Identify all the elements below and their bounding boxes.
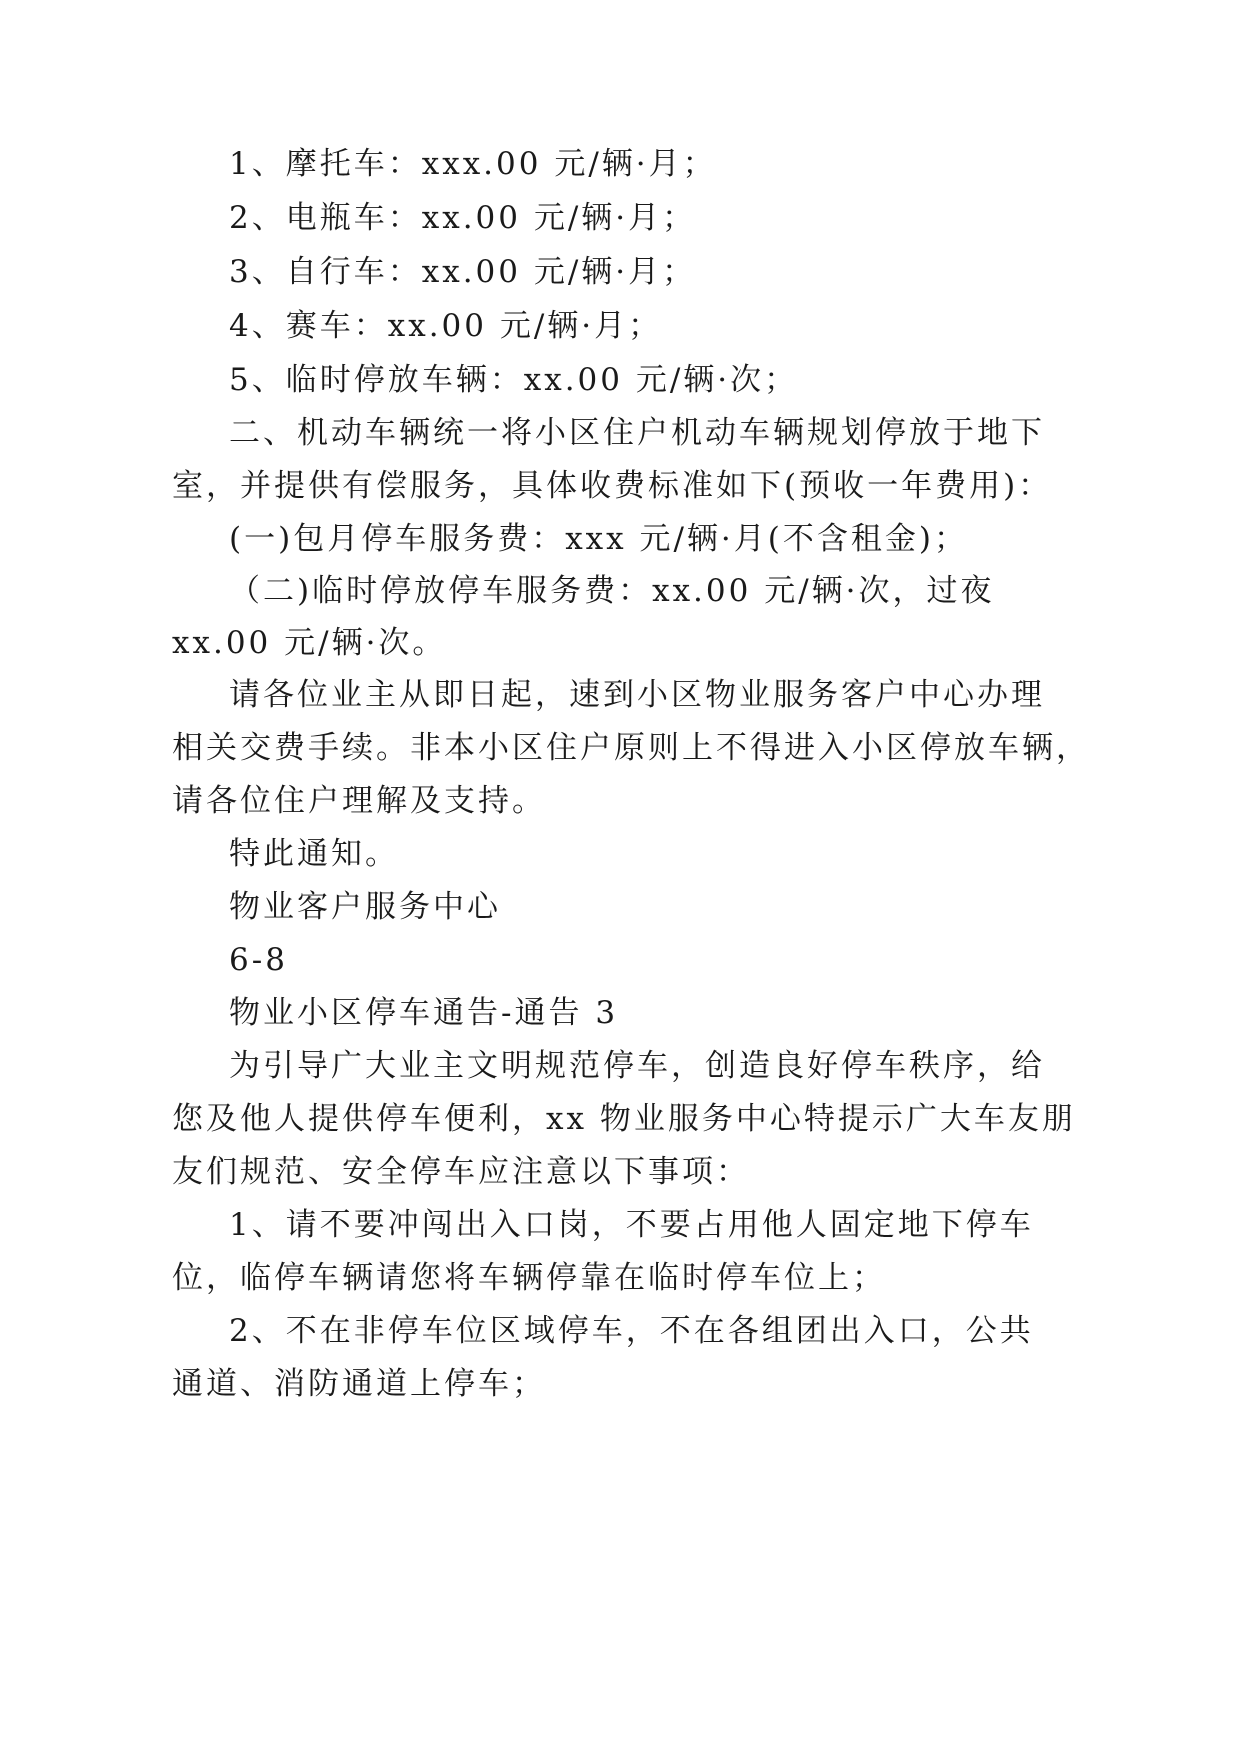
- rule-one-line-2: 位，临停车辆请您将车辆停靠在临时停车位上；: [172, 1260, 886, 1296]
- temporary-parking-fee-line-2: xx.00 元/辆·次。: [172, 625, 447, 661]
- signature-date: 6-8: [229, 942, 288, 978]
- fee-item-temporary-parking: 5、临时停放车辆：xx.00 元/辆·次；: [229, 362, 799, 398]
- notice-paragraph-line-1: 请各位业主从即日起，速到小区物业服务客户中心办理: [229, 677, 1045, 713]
- section-two-line-2: 室，并提供有偿服务，具体收费标准如下(预收一年费用)：: [172, 468, 1053, 504]
- rule-two-line-2: 通道、消防通道上停车；: [172, 1366, 546, 1402]
- notice-3-title: 物业小区停车通告-通告 3: [229, 995, 619, 1031]
- notice-3-intro-line-1: 为引导广大业主文明规范停车，创造良好停车秩序，给: [229, 1048, 1045, 1084]
- notice-paragraph-line-2: 相关交费手续。非本小区住户原则上不得进入小区停放车辆，: [172, 730, 1090, 766]
- fee-item-motorcycle: 1、摩托车：xxx.00 元/辆·月；: [229, 146, 717, 182]
- notice-paragraph-line-3: 请各位住户理解及支持。: [172, 783, 546, 819]
- monthly-parking-fee: (一)包月停车服务费：xxx 元/辆·月(不含租金)；: [229, 521, 968, 557]
- notice-3-intro-line-2: 您及他人提供停车便利，xx 物业服务中心特提示广大车友朋: [172, 1101, 1076, 1137]
- section-two-line-1: 二、机动车辆统一将小区住户机动车辆规划停放于地下: [229, 415, 1045, 451]
- rule-two-line-1: 2、不在非停车位区域停车，不在各组团出入口，公共: [229, 1313, 1034, 1349]
- fee-item-bicycle: 3、自行车：xx.00 元/辆·月；: [229, 254, 697, 290]
- signature-department: 物业客户服务中心: [229, 889, 501, 925]
- notice-3-intro-line-3: 友们规范、安全停车应注意以下事项：: [172, 1154, 750, 1190]
- fee-item-racing-car: 4、赛车：xx.00 元/辆·月；: [229, 308, 663, 344]
- temporary-parking-fee-line-1: （二)临时停放停车服务费：xx.00 元/辆·次，过夜: [229, 573, 995, 609]
- fee-item-ebike: 2、电瓶车：xx.00 元/辆·月；: [229, 200, 697, 236]
- notice-closing: 特此通知。: [229, 836, 399, 872]
- rule-one-line-1: 1、请不要冲闯出入口岗，不要占用他人固定地下停车: [229, 1207, 1034, 1243]
